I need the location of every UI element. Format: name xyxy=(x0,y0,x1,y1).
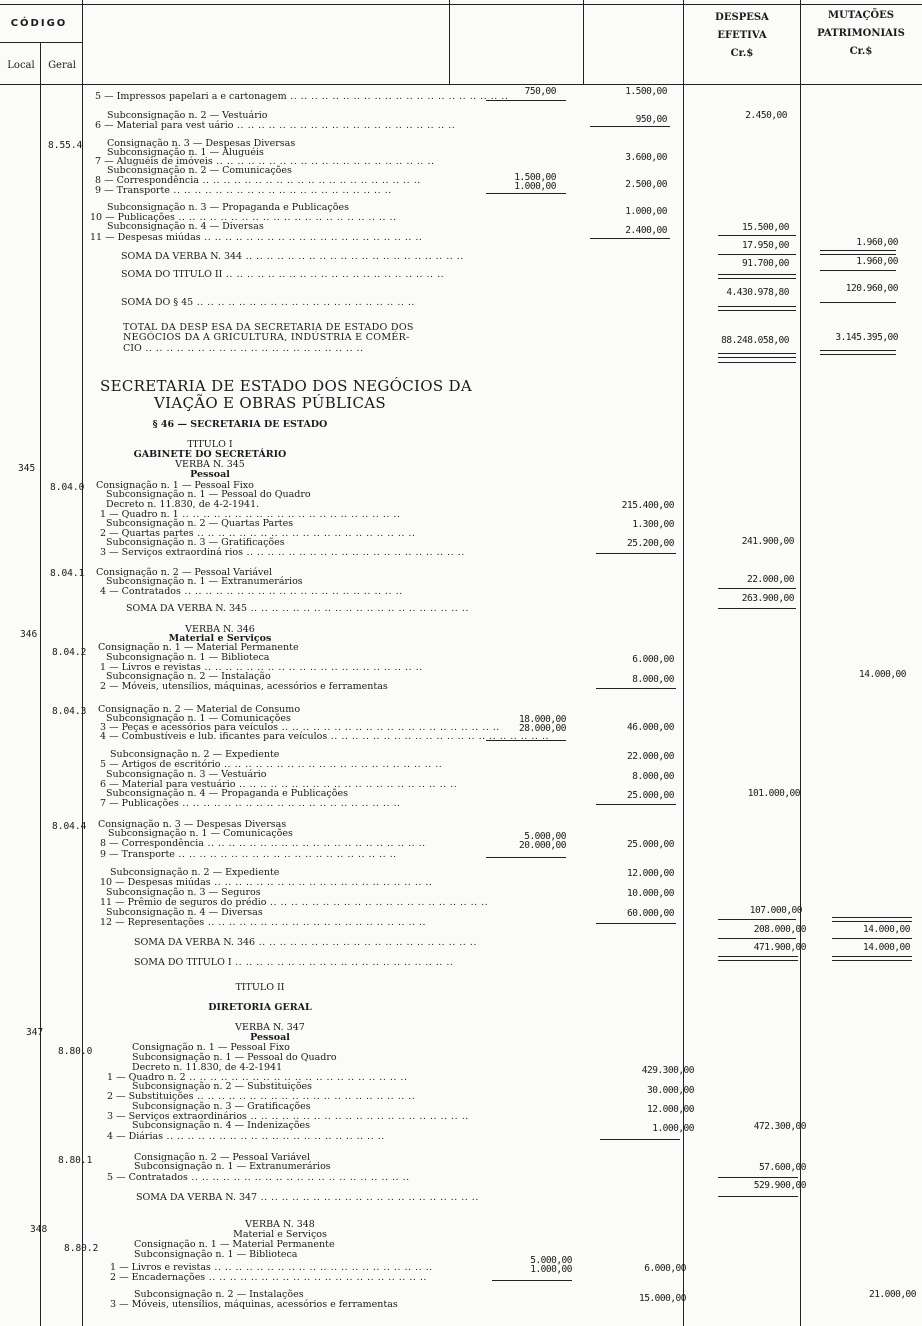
item-line: 8 — Correspondência .. .. xyxy=(95,176,421,186)
code-geral: 8.80.1 xyxy=(58,1155,93,1166)
amount: 21.000,00 xyxy=(869,1289,916,1300)
amount: 25.000,00 xyxy=(627,839,674,850)
item-line: Consignação n. 2 — Material de Consumo xyxy=(98,704,301,715)
amount: 750,00 xyxy=(524,86,556,97)
header-patrimoniais: PATRIMONIAIS xyxy=(817,28,905,39)
amount: 30.000,00 xyxy=(647,1085,694,1096)
amount: 10.000,00 xyxy=(627,888,674,899)
item-line: 4 — Diárias .. .. xyxy=(107,1132,385,1142)
item-line: Subconsignação n. 3 — Propaganda e Publicações xyxy=(107,202,349,213)
sum-rule xyxy=(600,1139,680,1140)
sum-rule xyxy=(718,588,796,589)
item-line: 9 — Transporte .. .. xyxy=(100,850,397,860)
amount: 2.500,00 xyxy=(625,179,667,190)
item-line: Subconsignação n. 1 — Comunicações xyxy=(108,828,293,839)
item-line: 1 — Livros e revistas .. .. xyxy=(100,663,423,673)
amount: 208.000,00 xyxy=(753,924,806,935)
amount: 6.000,00 xyxy=(644,1263,686,1274)
item-line: Subconsignação n. 2 — Vestuário xyxy=(107,110,268,121)
code-local: 346 xyxy=(20,629,38,640)
sum-rule xyxy=(596,804,676,805)
amount: 14.000,00 xyxy=(863,924,910,935)
item-line: Subconsignação n. 2 — Expediente xyxy=(110,867,280,878)
item-line: 5 — Contratados .. .. xyxy=(107,1173,410,1183)
total-line: SOMA DA VERBA N. 345 .. .. xyxy=(126,604,469,614)
item-line: Decreto n. 11.830, de 4-2-1941 xyxy=(132,1062,283,1073)
item-line: Subconsignação n. 4 — Propaganda e Publicações xyxy=(106,788,348,799)
code-geral: 8.04.0 xyxy=(50,482,85,493)
amount: 241.900,00 xyxy=(741,536,794,547)
item-line: Subconsignação n. 2 — Quartas Partes xyxy=(106,518,294,529)
amount: 88.248.058,00 xyxy=(721,335,789,346)
sum-rule xyxy=(718,235,796,236)
code-geral: 8.80.2 xyxy=(64,1243,99,1254)
col-divider-geral xyxy=(82,0,83,1326)
item-line: 2 — Móveis, utensílios, máquinas, acessórios e ferramentas xyxy=(100,681,388,692)
amount: 46.000,00 xyxy=(627,722,674,733)
code-geral: 8.55.4 xyxy=(48,140,83,151)
section-title: SECRETARIA DE ESTADO DOS NEGÓCIOS DA xyxy=(100,377,472,395)
double-rule xyxy=(820,250,896,255)
sum-rule xyxy=(718,1177,798,1178)
amount: 2.400,00 xyxy=(625,225,667,236)
sum-rule xyxy=(718,919,796,920)
double-rule xyxy=(820,350,896,355)
item-line: Consignação n. 1 — Material Permanente xyxy=(98,642,299,653)
item-line: Subconsignação n. 1 — Comunicações xyxy=(106,713,291,724)
item-line: Subconsignação n. 4 — Indenizações xyxy=(132,1120,311,1131)
item-line: Subconsignação n. 2 — Instalações xyxy=(134,1289,304,1300)
code-local: 348 xyxy=(30,1224,48,1235)
sum-rule xyxy=(486,100,566,101)
sum-rule xyxy=(486,193,566,194)
sum-rule xyxy=(590,126,670,127)
item-line: Subconsignação n. 2 — Expediente xyxy=(110,749,280,760)
item-line: 3 — Móveis, utensílios, máquinas, acessórios e ferramentas xyxy=(110,1299,398,1310)
amount: 5.000,00 xyxy=(524,831,566,842)
amount: 18.000,00 xyxy=(519,714,566,725)
total-line: SOMA DA VERBA N. 346 .. .. xyxy=(134,938,477,948)
amount: 101.000,00 xyxy=(747,788,800,799)
item-line: 1 — Livros e revistas .. .. xyxy=(110,1263,433,1273)
sum-rule xyxy=(492,1280,572,1281)
double-rule xyxy=(832,917,912,922)
item-line: 6 — Material para vest uário .. .. xyxy=(95,121,455,131)
total-line: CIO .. .. xyxy=(123,344,364,354)
amount: 1.500,00 xyxy=(514,172,556,183)
amount: 472.300,00 xyxy=(753,1121,806,1132)
item-line: Consignação n. 1 — Material Permanente xyxy=(134,1239,335,1250)
item-line: Subconsignação n. 1 — Biblioteca xyxy=(106,652,270,663)
verba-heading: VERBA N. 345 xyxy=(175,459,245,470)
total-line: SOMA DO § 45 .. .. xyxy=(121,298,415,308)
sum-rule xyxy=(596,553,676,554)
item-line: Subconsignação n. 2 — Instalação xyxy=(106,671,271,682)
sum-rule xyxy=(596,688,676,689)
sum-rule xyxy=(590,238,670,239)
amount: 20.000,00 xyxy=(519,840,566,851)
amount: 120.960,00 xyxy=(845,283,898,294)
sum-rule xyxy=(718,938,796,939)
amount: 12.000,00 xyxy=(647,1104,694,1115)
section-heading: § 46 — SECRETARIA DE ESTADO xyxy=(152,419,328,430)
item-line: 2 — Encadernações .. .. xyxy=(110,1273,427,1283)
col-divider-a xyxy=(449,0,450,84)
sum-rule xyxy=(596,923,676,924)
item-line: 2 — Quartas partes .. .. xyxy=(100,529,415,539)
code-geral: 8.04.4 xyxy=(52,821,87,832)
sum-rule xyxy=(820,302,896,303)
amount: 28.000,00 xyxy=(519,723,566,734)
item-line: Consignação n. 1 — Pessoal Fixo xyxy=(132,1042,290,1053)
amount: 25.200,00 xyxy=(627,538,674,549)
amount: 471.900,00 xyxy=(753,942,806,953)
double-rule xyxy=(718,274,796,279)
item-line: 3 — Peças e acessórios para veículos .. .. xyxy=(100,723,500,733)
amount: 2.450,00 xyxy=(745,110,787,121)
item-line: Subconsignação n. 4 — Diversas xyxy=(106,907,263,918)
header-bottom-rule xyxy=(0,84,922,85)
amount: 529.900,00 xyxy=(753,1180,806,1191)
sum-rule xyxy=(718,608,796,609)
amount: 1.960,00 xyxy=(856,256,898,267)
amount: 3.600,00 xyxy=(625,152,667,163)
amount: 6.000,00 xyxy=(632,654,674,665)
verba-subheading: Pessoal xyxy=(190,469,230,480)
item-line: Consignação n. 3 — Despesas Diversas xyxy=(107,138,296,149)
item-line: 3 — Serviços extraordinários .. .. xyxy=(107,1112,469,1122)
title-heading: TITULO I xyxy=(187,439,233,450)
amount: 14.000,00 xyxy=(863,942,910,953)
item-line: Subconsignação n. 1 — Aluguéis xyxy=(107,147,264,158)
amount: 14.000,00 xyxy=(859,669,906,680)
item-line: Subconsignação n. 3 — Seguros xyxy=(106,887,261,898)
item-line: 5 — Impressos papelari a e cartonagem .. .. xyxy=(95,92,508,102)
amount: 3.145.395,00 xyxy=(835,332,898,343)
header-mutacoes: MUTAÇÕES xyxy=(828,10,894,21)
amount: 1.000,00 xyxy=(514,181,556,192)
item-line: Subconsignação n. 3 — Vestuário xyxy=(106,769,267,780)
sum-rule xyxy=(486,857,566,858)
title-heading: GABINETE DO SECRETÁRIO xyxy=(133,449,287,460)
header-cr-1: Cr.$ xyxy=(730,48,754,59)
double-rule xyxy=(718,306,796,311)
double-rule xyxy=(718,956,798,961)
code-geral: 8.04.3 xyxy=(52,706,87,717)
code-local: 347 xyxy=(26,1027,44,1038)
col-divider-local xyxy=(40,42,41,1326)
sum-rule xyxy=(718,254,796,255)
col-divider-b xyxy=(583,0,584,84)
total-line: NEGÓCIOS DA A GRICULTURA, INDÚSTRIA E COMÉR- xyxy=(123,332,410,343)
amount: 950,00 xyxy=(635,114,667,125)
double-rule xyxy=(832,956,912,961)
item-line: Subconsignação n. 1 — Extranumerários xyxy=(134,1161,331,1172)
double-rule xyxy=(718,353,796,358)
sum-rule xyxy=(718,362,796,363)
amount: 1.000,00 xyxy=(530,1264,572,1275)
amount: 22.000,00 xyxy=(747,574,794,585)
header-geral: Geral xyxy=(48,60,76,71)
verba-heading: VERBA N. 347 xyxy=(235,1022,305,1033)
amount: 91.700,00 xyxy=(742,258,789,269)
item-line: Subconsignação n. 3 — Gratificações xyxy=(106,537,285,548)
code-geral: 8.04.1 xyxy=(50,568,85,579)
amount: 25.000,00 xyxy=(627,790,674,801)
amount: 8.000,00 xyxy=(632,771,674,782)
verba-subheading: Pessoal xyxy=(250,1032,290,1043)
item-line: Consignação n. 3 — Despesas Diversas xyxy=(98,819,287,830)
amount: 15.500,00 xyxy=(742,222,789,233)
total-line: SOMA DA VERBA N. 344 .. .. xyxy=(121,252,464,262)
item-line: Subconsignação n. 2 — Comunicações xyxy=(107,165,292,176)
verba-heading: VERBA N. 346 xyxy=(185,624,255,635)
item-line: Consignação n. 1 — Pessoal Fixo xyxy=(96,480,254,491)
verba-subheading: Material e Serviços xyxy=(233,1229,327,1240)
item-line: 11 — Despesas miúdas .. .. xyxy=(90,233,422,243)
amount: 429.300,00 xyxy=(641,1065,694,1076)
item-line: Consignação n. 2 — Pessoal Variável xyxy=(134,1152,311,1163)
amount: 5.000,00 xyxy=(530,1255,572,1266)
sum-rule xyxy=(820,270,896,271)
code-geral: 8.04.2 xyxy=(52,647,87,658)
item-line: Subconsignação n. 1 — Pessoal do Quadro xyxy=(132,1052,337,1063)
header-despesa: DESPESA xyxy=(715,12,769,23)
item-line: 8 — Correspondência .. .. xyxy=(100,839,426,849)
header-efetiva: EFETIVA xyxy=(717,30,767,41)
total-line: SOMA DO TITULO I .. .. xyxy=(134,958,453,968)
sum-rule xyxy=(832,938,912,939)
item-line: 1 — Quadro n. 1 .. .. xyxy=(100,510,400,520)
section-title: VIAÇÃO E OBRAS PÚBLICAS xyxy=(153,394,387,412)
amount: 12.000,00 xyxy=(627,868,674,879)
header-mid-rule xyxy=(0,42,82,43)
header-local: Local xyxy=(7,60,35,71)
item-line: 10 — Publicações .. .. xyxy=(90,213,397,223)
sum-rule xyxy=(486,740,566,741)
item-line: 12 — Representações .. .. xyxy=(100,918,426,928)
item-line: 4 — Contratados .. .. xyxy=(100,587,403,597)
total-line: TOTAL DA DESP ESA DA SECRETARIA DE ESTADO DOS xyxy=(123,322,414,333)
item-line: Subconsignação n. 1 — Pessoal do Quadro xyxy=(106,489,311,500)
sum-rule xyxy=(718,1196,798,1197)
amount: 57.600,00 xyxy=(759,1162,806,1173)
amount: 1.500,00 xyxy=(625,86,667,97)
item-line: 3 — Serviços extraordiná rios .. .. xyxy=(100,548,465,558)
item-line: 7 — Aluguéis de imóveis .. .. xyxy=(95,157,435,167)
amount: 1.000,00 xyxy=(625,206,667,217)
amount: 8.000,00 xyxy=(632,674,674,685)
item-line: Subconsignação n. 1 — Extranumerários xyxy=(106,576,303,587)
verba-heading: VERBA N. 348 xyxy=(245,1219,315,1230)
item-line: 11 — Prêmio de seguros do prédio .. .. xyxy=(100,898,488,908)
item-line: 10 — Despesas miúdas .. .. xyxy=(100,878,432,888)
code-local: 345 xyxy=(18,463,36,474)
item-line: Subconsignação n. 2 — Substituições xyxy=(132,1081,313,1092)
item-line: 1 — Quadro n. 2 .. .. xyxy=(107,1073,407,1083)
amount: 215.400,00 xyxy=(621,500,674,511)
item-line: Decreto n. 11.830, de 4-2-1941. xyxy=(106,499,260,510)
item-line: 9 — Transporte .. .. xyxy=(95,186,392,196)
amount: 60.000,00 xyxy=(627,908,674,919)
amount: 263.900,00 xyxy=(741,593,794,604)
item-line: 4 — Combustíveis e lub. ificantes para veículos .. .. xyxy=(100,732,549,742)
amount: 1.300,00 xyxy=(632,519,674,530)
top-rule xyxy=(0,4,922,5)
amount: 15.000,00 xyxy=(639,1293,686,1304)
amount: 4.430.978,80 xyxy=(726,287,789,298)
amount: 1.000,00 xyxy=(652,1123,694,1134)
item-line: Subconsignação n. 3 — Gratificações xyxy=(132,1101,311,1112)
amount: 1.960,00 xyxy=(856,237,898,248)
item-line: 2 — Substituições .. .. xyxy=(107,1092,415,1102)
title-heading: TITULO II xyxy=(235,982,285,993)
item-line: 5 — Artigos de escritório .. .. xyxy=(100,760,442,770)
item-line: Subconsignação n. 4 — Diversas xyxy=(107,221,264,232)
total-line: SOMA DA VERBA N. 347 .. .. xyxy=(136,1193,479,1203)
item-line: 7 — Publicações .. .. xyxy=(100,799,401,809)
header-codigo: CÓDIGO xyxy=(10,18,68,29)
item-line: 6 — Material para vestuário .. .. xyxy=(100,780,457,790)
total-line: SOMA DO TITULO II .. .. xyxy=(121,270,444,280)
header-cr-2: Cr.$ xyxy=(849,46,873,57)
amount: 107.000,00 xyxy=(749,905,802,916)
title-heading: DIRETORIA GERAL xyxy=(208,1002,312,1013)
amount: 17.950,00 xyxy=(742,240,789,251)
amount: 22.000,00 xyxy=(627,751,674,762)
item-line: Consignação n. 2 — Pessoal Variável xyxy=(96,567,273,578)
item-line: Subconsignação n. 1 — Biblioteca xyxy=(134,1249,298,1260)
code-geral: 8.80.0 xyxy=(58,1046,93,1057)
verba-subheading: Material e Serviços xyxy=(168,633,272,644)
